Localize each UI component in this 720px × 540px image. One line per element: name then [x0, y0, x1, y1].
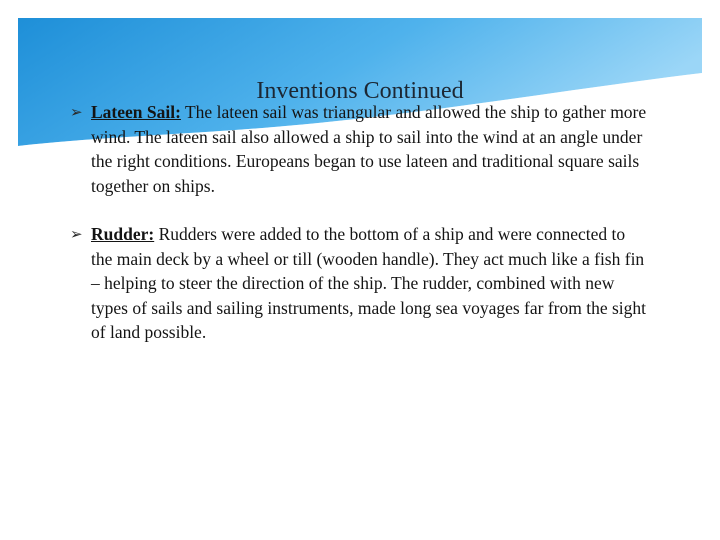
bullet-rudder — [70, 222, 650, 345]
arrow-bullet-icon: ➢ — [70, 225, 83, 243]
bullet-term: Rudder: — [91, 224, 155, 244]
arrow-bullet-icon: ➢ — [70, 103, 83, 121]
bullet-list — [70, 100, 650, 369]
bullet-lateen-sail — [70, 100, 650, 198]
bullet-text: Rudders were added to the bottom of a ship and were connected to the main deck by a wheel or till (wooden handle). They act much like a fish fin – helping to steer the direction of the ship. The rudder, combined with new types of sails and sailing instruments, made long sea voyages far from the sight of land possible. — [91, 224, 647, 342]
bullet-text: The lateen sail was triangular and allowed the ship to gather more wind. The lateen sail also allowed a ship to sail into the wind at an angle under the right conditions. Europeans began to use lateen and traditional square sails together on ships. — [91, 102, 647, 196]
bullet-term: Lateen Sail: — [91, 102, 181, 122]
page-title: Inventions Continued — [256, 78, 464, 104]
